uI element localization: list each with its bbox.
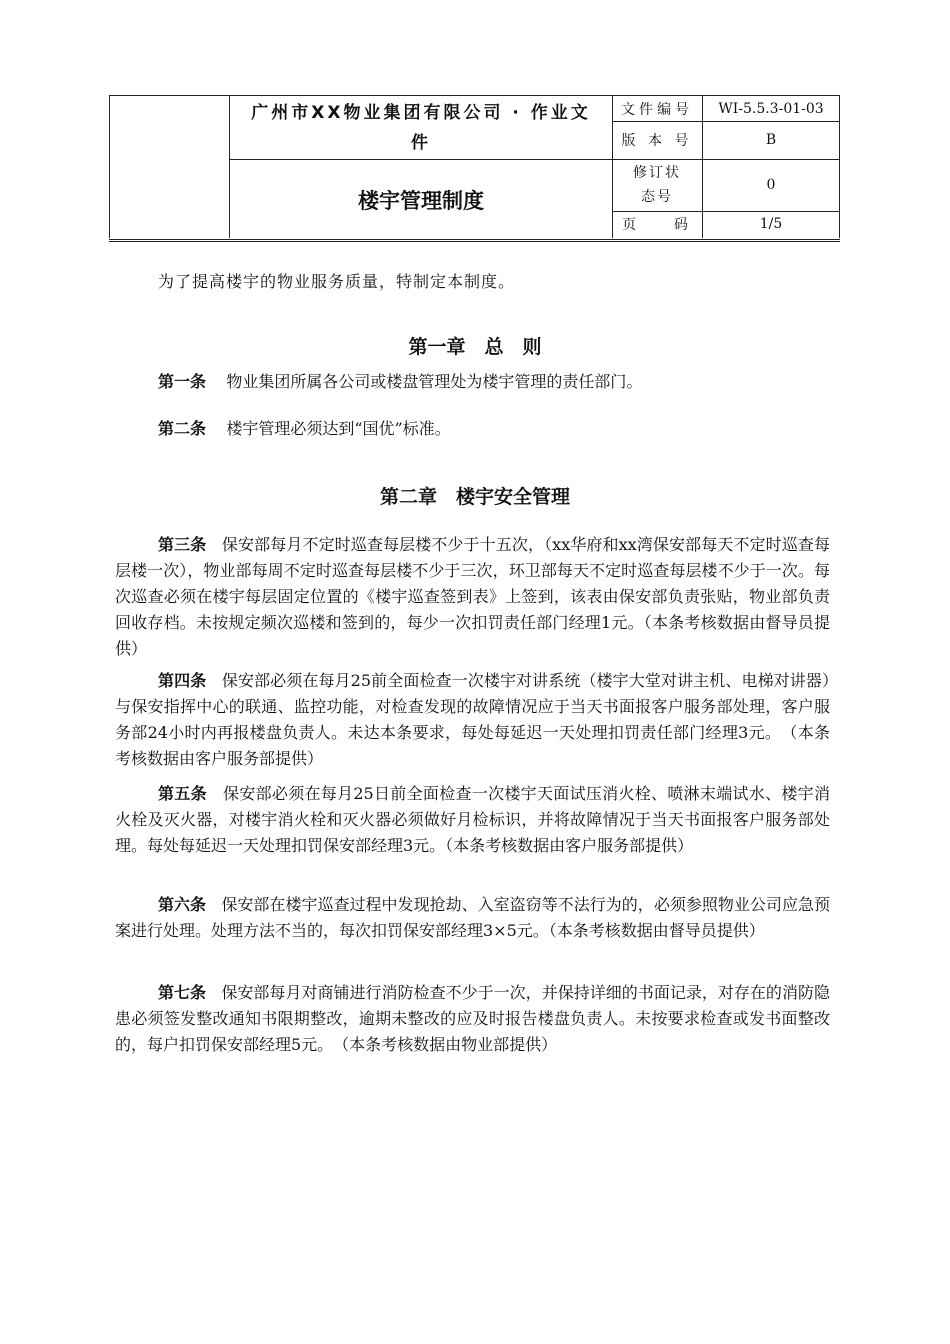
field-label-version: 版 本 号 [621,133,693,149]
article-text: 楼宇管理必须达到“国优”标准。 [226,419,451,438]
field-value-page: 1/5 [759,215,783,232]
article-5 [115,781,830,859]
article-label: 第五条 [158,784,207,803]
article-3 [115,532,830,662]
article-text: 物业集团所属各公司或楼盘管理处为楼宇管理的责任部门。 [226,372,643,391]
company-name: 广州市XX物业集团有限公司 · 作业文件 [251,103,591,153]
intro-paragraph: 为了提高楼宇的物业服务质量，特制定本制度。 [158,272,516,291]
article-text: 保安部每月不定时巡查每层楼不少于十五次，（xx华府和xx湾保安部每天不定时巡查每层楼一次），物业部每周不定时巡查每层楼不少于三次，环卫部每天不定时巡查每层楼不少于一次。每次巡查必须在楼宇每层固定位置的《楼宇巡查签到表》上签到，该表由保安部负责张贴，物业部负责回收存档。未按规定频次巡楼和签到的，每少一次扣罚责任部门经理1元。（本条考核数据由督导员提供） [115,535,830,658]
chapter-1-title: 第一章 总 则 [408,336,542,358]
field-value-revision: 0 [766,177,776,193]
field-label-revision: 修订状态号 [633,165,681,205]
document-title: 楼宇管理制度 [358,188,484,213]
article-text: 保安部在楼宇巡查过程中发现抢劫、入室盗窃等不法行为的，必须参照物业公司应急预案进行处理。处理方法不当的，每次扣罚保安部经理3×5元。（本条考核数据由督导员提供） [115,895,830,940]
article-7 [115,980,830,1058]
article-label: 第三条 [158,535,207,554]
article-label: 第四条 [158,671,207,690]
article-text: 保安部必须在每月25日前全面检查一次楼宇天面试压消火栓、喷淋末端试水、楼宇消火栓及灭火器，对楼宇消火栓和灭火器必须做好月检标识，并将故障情况于当天书面报客户服务部处理。每处每延迟一天处理扣罚保安部经理3元。（本条考核数据由客户服务部提供） [115,784,830,855]
article-label: 第一条 [158,372,207,391]
article-6 [115,892,830,944]
article-text: 保安部每月对商铺进行消防检查不少于一次，并保持详细的书面记录，对存在的消防隐患必须签发整改通知书限期整改，逾期未整改的应及时报告楼盘负责人。未按要求检查或发书面整改的，每户扣罚保安部经理5元。 （本条考核数据由物业部提供） [115,983,830,1054]
article-label: 第七条 [158,983,207,1002]
header-double-rule [109,239,841,242]
field-value-doc-number: WI-5.5.3-01-03 [718,100,824,117]
article-1 [158,370,642,394]
article-label: 第六条 [158,895,207,914]
chapter-2-title: 第二章 楼宇安全管理 [379,486,570,508]
field-label-page: 页 码 [622,216,692,233]
article-4 [115,668,830,772]
article-text: 保安部必须在每月25前全面检查一次楼宇对讲系统（楼宇大堂对讲主机、电梯对讲器）与保安指挥中心的联通、监控功能，对检查发现的故障情况应于当天书面报客户服务部处理，客户服务部24小时内再报楼盘负责人。未达本条要求，每处每延迟一天处理扣罚责任部门经理3元。 （本条考核数据由客户服务部提供） [115,671,830,768]
header-table [109,95,840,238]
article-label: 第二条 [158,419,207,438]
article-2 [158,417,451,441]
field-value-version: B [765,132,777,148]
field-label-doc-number: 文件编号 [621,101,693,118]
